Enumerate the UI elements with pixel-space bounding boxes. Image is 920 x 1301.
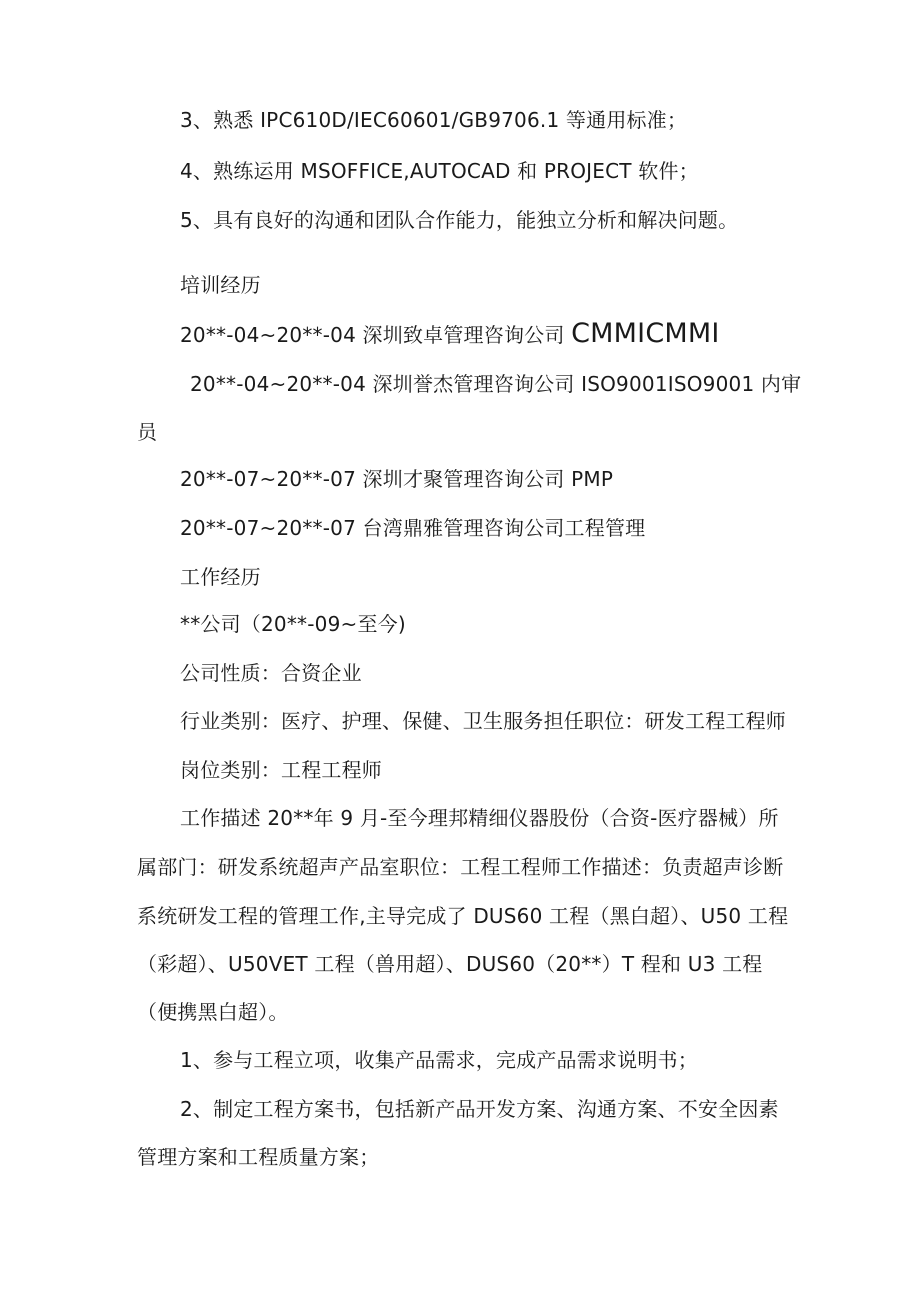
- work-description-line-2: 属部门：研发系统超声产品室职位：工程工程师工作描述：负责超声诊断: [137, 855, 784, 879]
- training-item-1: [180, 320, 720, 349]
- work-duty-1: 1、参与工程立项，收集产品需求，完成产品需求说明书；: [180, 1048, 698, 1072]
- work-description-line-5: （便携黑白超）。: [137, 1000, 289, 1024]
- training-item-4: 20**-07~20**-07 台湾鼎雅管理咨询公司工程管理: [180, 516, 646, 540]
- work-duty-2-line1: 2、制定工程方案书，包括新产品开发方案、沟通方案、不安全因素: [180, 1097, 779, 1121]
- work-industry: 行业类别：医疗、护理、保健、卫生服务担任职位：研发工程工程师: [180, 709, 786, 733]
- training-heading: 培训经历: [180, 273, 261, 297]
- work-description-line-4: （彩超）、U50VET 工程（兽用超）、DUS60（20**）T 程和 U3 工程: [137, 952, 763, 976]
- work-company-nature: 公司性质：合资企业: [180, 661, 362, 685]
- skill-item-5: 5、具有良好的沟通和团队合作能力，能独立分析和解决问题。: [180, 208, 739, 232]
- work-description-line-3: 系统研发工程的管理工作,主导完成了 DUS60 工程（黑白超）、U50 工程: [137, 904, 789, 928]
- work-duty-2-line2: 管理方案和工程质量方案；: [137, 1145, 380, 1169]
- work-company: **公司（20**-09~至今): [180, 612, 406, 636]
- training-item-2-line1: 20**-04~20**-04 深圳誉杰管理咨询公司 ISO9001ISO9001 内审: [190, 372, 802, 396]
- training-item-1-cert: CMMICMMI: [571, 318, 720, 349]
- training-item-1-text: 20**-04~20**-04 深圳致卓管理咨询公司: [180, 323, 572, 347]
- skill-item-4: 4、熟练运用 MSOFFICE,AUTOCAD 和 PROJECT 软件；: [180, 159, 699, 183]
- work-description-line-1: 工作描述 20**年 9 月-至今理邦精细仪器股份（合资-医疗器械）所: [180, 806, 779, 830]
- training-item-3: 20**-07~20**-07 深圳才聚管理咨询公司 PMP: [180, 467, 614, 491]
- work-position-type: 岗位类别：工程工程师: [180, 758, 382, 782]
- training-item-2-line2: 员: [137, 420, 158, 444]
- work-heading: 工作经历: [180, 565, 261, 589]
- skill-item-3: 3、熟悉 IPC610D/IEC60601/GB9706.1 等通用标准；: [180, 108, 688, 132]
